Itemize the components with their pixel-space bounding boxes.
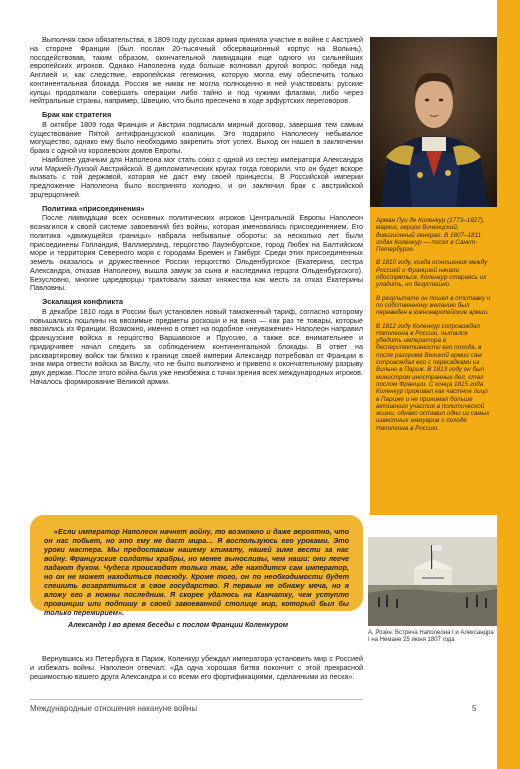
- paragraph-6: Вернувшись из Петербурга в Париж, Коленкур убеждал императора установить мир с Россией и избежать войны. Наполеон отвечал: «Да одна хорошая битва покончит с этой прекрасной решимостью вашего друга Александра и со всеми его фортификациями, сделанными из песка».: [30, 654, 363, 681]
- sidebar-biography: [370, 207, 497, 515]
- heading-annexation-policy: Политика «присоединения»: [42, 203, 145, 213]
- quote-box: [30, 515, 363, 629]
- portrait-of-caulaincourt-illustration: [370, 37, 497, 207]
- heading-marriage-strategy: Брак как стратегия: [42, 110, 112, 119]
- painting-caption: А. Розен. Встреча Наполеона I и Александра I на Немане 25 июня 1807 года: [368, 630, 494, 644]
- sidebar-paragraph-2: В 1810 году, когда отношения между Россией и Францией начали обостряться, Коленкур стараясь их уладить, но безуспешно.: [376, 259, 488, 289]
- closing-text: [30, 655, 363, 681]
- painting-image: [368, 537, 497, 626]
- portrait-image: [370, 37, 497, 207]
- sidebar-paragraph-1: Арман Луи де Коленкур (1773–1827), маркиз, герцог Виченцский, дивизионный генерал. В 1807–1811 годах Коленкур — посол в Санкт-Петербурге.: [376, 217, 485, 254]
- quote-text: «Если император Наполеон начнет войну, то возможно и даже вероятно, что он нас побьет, но это ему не даст мира… Я воспользуюсь его уроками. Это уроки мастера. Мы предоставим нашему климату, нашей зиме вести за нас войну. Французские солдаты храбры, но менее выносливы, чем наши: они легче падают духом. Чудеса происходят только там, где находится сам император, но он не может находиться повсюду. Кроме того, он по необходимости будет спешить возвратиться в свое государство. Я первым не обнажу меча, но я вложу его в ножны последним. Я скорее удалюсь на Камчатку, чем уступлю провинции или подпишу в своей завоеванной столице мир, который был бы только перемирием».: [44, 527, 349, 617]
- footer-divider: [30, 699, 363, 700]
- quote-attribution: Александр I во время беседы с послом Франции Коленкуром: [68, 620, 289, 629]
- heading-conflict-escalation: Эскалация конфликта: [42, 297, 123, 306]
- paragraph-2: В октябре 1809 года Франция и Австрия подписали мирный договор, завершив тем самым существование Пятой антифранцузской коалиции. Это подарило Наполеону небывалое могущество, однако ему было необходимо закрепить этот успех. Выход он нашел в заключении брака с одной из королевских домов Европы.: [30, 119, 363, 155]
- paragraph-3: Наиболее удачным для Наполеона мог стать союз с одной из сестер императора Александра или Марией-Луизой Австрийской. В дипломатических кругах тогда говорили, что он будет вскоре вызвать с той державой, которая не даст ему своей принцессы. В Российской империи предложение Наполеона было воспринято холодно, и он заключил брак с австрийской эрцгерцогиней.: [30, 154, 363, 199]
- page-number: 5: [472, 704, 477, 713]
- meeting-on-the-neman-illustration: [368, 537, 497, 626]
- sidebar-paragraph-3: В результате он пошел в отставку и по собственному желанию был переведен в южноевропейские армии.: [376, 294, 491, 317]
- paragraph-4: После ликвидации всех основных политических игроков Центральной Европы Наполеон вознагился к своей системе завоеваний без войны, которая именовалась присоединением. Его политика «движущейся границы» набрала небывалые обороты: за несколько лет были присоединены Голландия, Валлиерланд, герцогство Лауэнбургское, город Любек на Балтийском море и территория Северного моря с городами Бремен и Гамбург. Среди этих присоединенных земель оказалось и дружественное России герцогство Ольденбургское (Екатерина, сестра Александра, отказав Наполеону, вышла замуж за сына и наследника герцога Ольденбургского). Безусловно, многие царедворцы трактовали захват княжества как месть за отказ Екатерины Павловны.: [30, 213, 363, 293]
- main-text-column: [30, 36, 363, 387]
- sidebar-paragraph-4: В 1812 году Коленкур сопровождал Наполеона в Россию, пытался убедить императора в бесперспективности его похода, в после разгрома Великой армии сам сопровождал его с пересадками из Вильно в Париж. В 1813 году он был министром иностранных дел, стал послом Франции. С конца 1815 года Коленкур проживал как частное лицо в Париже и не принимал больше активного участия в политической жизни, однако оставил одни из самых известных мемуаров о походе Наполеона в Россию.: [376, 322, 490, 432]
- decorative-side-strip: [497, 0, 520, 769]
- paragraph-5: В декабре 1810 года в России был установлен новый таможенный тариф, согласно которому повышались пошлины на ввозимые предметы роскоши и на вина — как раз те товары, которые ввозились из Франции. Возможно, именно в ответ на подобное «неуважение» Наполеон направил французские войска в герцогство Варшавское и Пруссию, а также все внимательнее и придирчивее начал следить за соблюдением континентальной блокады. В ответ на расквартировку войск так близко к границе своей империи Александр потребовал от Франции в знак мира отвести войска за Вислу, что не было выполнено и привело к окончательному разрыву двух держав. После этого война была уже неизбежна с точки зрения всех международных игроков. Началось формирование Великой армии.: [30, 306, 363, 386]
- footer-title: Международные отношения накануне войны: [30, 704, 198, 713]
- paragraph-1: Выполняя свои обязательства, в 1809 году русская армия приняла участие в войне с Австрией на стороне Франции (был послан 20-тысячный обсервационный корпус на Волынь), посодействовав, таким образом, окончательной ликвидации еще одного из сильнейших европейских игроков. Однако Наполеона куда больше волновал другой вопрос: победа над Англией и, как следствие, европейская гегемония, которую могла ему обеспечить только континентальная блокада. Россия же никак не могла полноценно в ней участвовать: русские купцы продолжали совершать операции либо тайно и под чужими флагами, либо через нейтральные страны, например, Швецию, что было пресечено в ходе эрфуртских переговоров.: [30, 35, 363, 106]
